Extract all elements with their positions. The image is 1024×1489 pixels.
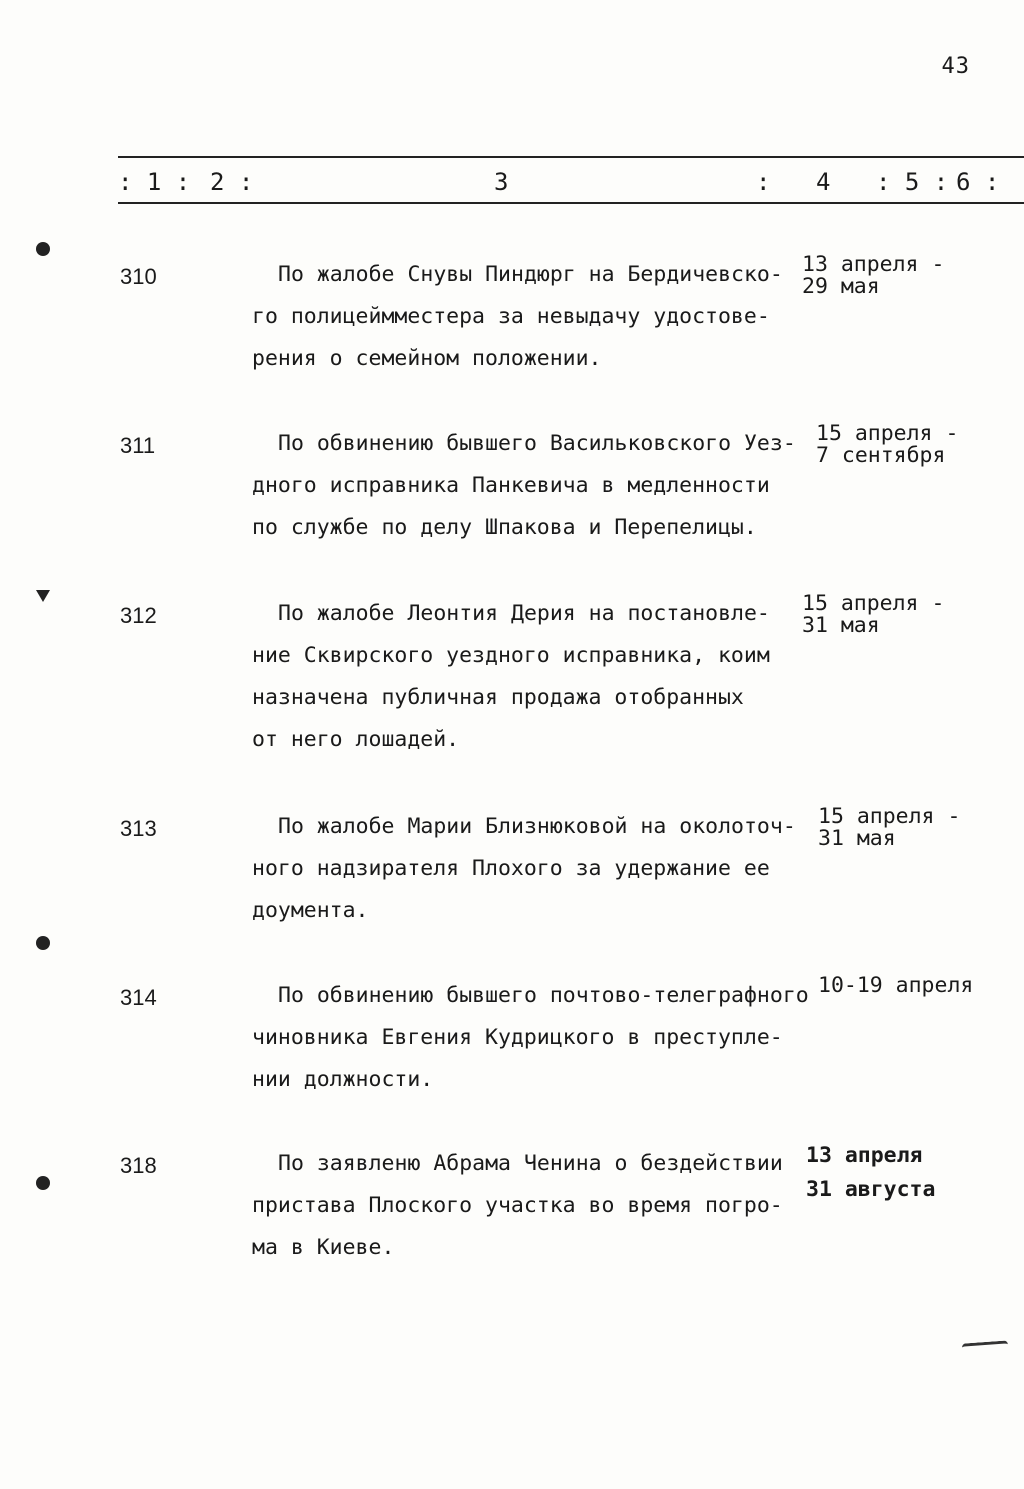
entry-date-line: 15 апреля - (802, 591, 945, 616)
entry-description-line: ма в Киеве. (252, 1235, 395, 1260)
header-col-3-separator: : (756, 168, 771, 196)
entry-description-line: По жалобе Марии Близнюковой на околоточ- (278, 814, 796, 839)
table-header-bottom-rule (118, 202, 1024, 204)
entry-description-line: от него лошадей. (252, 727, 460, 752)
entry-date-line: 31 августа (806, 1177, 936, 1202)
entry-number: 312 (120, 603, 157, 628)
header-col-2: 2 : (210, 168, 254, 196)
entry-date-line: 15 апреля - (816, 421, 959, 446)
entry-description-line: по службе по делу Шпакова и Перепелицы. (252, 515, 757, 540)
entry-description-line: ного надзирателя Плохого за удержание ее (252, 856, 770, 881)
entry-number: 314 (120, 985, 157, 1010)
entry-description (252, 806, 812, 932)
entry-date-line: 15 апреля - (818, 804, 961, 829)
entry-date-line: 31 мая (818, 826, 896, 851)
header-col-3: 3 (494, 168, 509, 196)
entry-description (252, 254, 812, 380)
entry-date-line: 29 мая (802, 274, 880, 299)
table-header-top-rule (118, 156, 1024, 158)
entry-description-line: доумента. (252, 898, 369, 923)
entry-description-line: го полицеймместера за невыдачу удостове- (252, 304, 770, 329)
margin-ink-mark (36, 1176, 50, 1190)
entry-description (252, 423, 812, 549)
entry-description-line: рения о семейном положении. (252, 346, 602, 371)
header-col-5: : 5 : (876, 168, 949, 196)
entry-description-line: По жалобе Снувы Пиндюрг на Бердичевско- (278, 262, 783, 287)
entry-description-line: По заявленю Абрама Ченина о бездействии (278, 1151, 783, 1176)
header-col-6: 6 : (956, 168, 1000, 196)
entry-date-line: 10-19 апреля (818, 973, 974, 998)
entry-description-line: чиновника Евгения Кудрицкого в преступле- (252, 1025, 783, 1050)
entry-date-line: 13 апреля (806, 1143, 923, 1168)
entry-dates (806, 1139, 935, 1207)
header-col-4: 4 (816, 168, 831, 196)
entry-date-line: 13 апреля - (802, 252, 945, 277)
entry-description-line: нии должности. (252, 1067, 434, 1092)
header-col-1: : 1 : (118, 168, 191, 196)
margin-ink-mark (36, 936, 50, 950)
entry-description (252, 1143, 812, 1269)
entry-description-line: ние Сквирского уездного исправника, коим (252, 643, 770, 668)
entry-dates (818, 806, 960, 850)
entry-number: 313 (120, 816, 157, 841)
page-number: 43 (941, 54, 970, 79)
entry-dates (818, 975, 973, 997)
entry-number: 311 (120, 433, 156, 458)
entry-description-line: По обвинению бывшего почтово-телеграфного (278, 983, 809, 1008)
entry-number: 310 (120, 264, 157, 289)
entry-description-line: назначена публичная продажа отобранных (252, 685, 744, 710)
entry-description (252, 975, 812, 1101)
entry-description-line: дного исправника Панкевича в медленности (252, 473, 770, 498)
entry-dates (816, 423, 958, 467)
entry-description-line: По жалобе Леонтия Дерия на постановле- (278, 601, 770, 626)
entry-description-line: пристава Плоского участка во время погро- (252, 1193, 783, 1218)
margin-ink-mark (36, 242, 50, 256)
entry-date-line: 7 сентября (816, 443, 946, 468)
table-header-row (0, 166, 1024, 196)
entry-date-line: 31 мая (802, 613, 880, 638)
corner-pen-scribble (962, 1340, 1008, 1351)
entry-description-line: По обвинению бывшего Васильковского Уез- (278, 431, 796, 456)
entry-dates (802, 593, 944, 637)
entry-dates (802, 254, 944, 298)
entry-number: 318 (120, 1153, 157, 1178)
entry-description (252, 593, 812, 761)
margin-ink-mark (36, 590, 50, 602)
